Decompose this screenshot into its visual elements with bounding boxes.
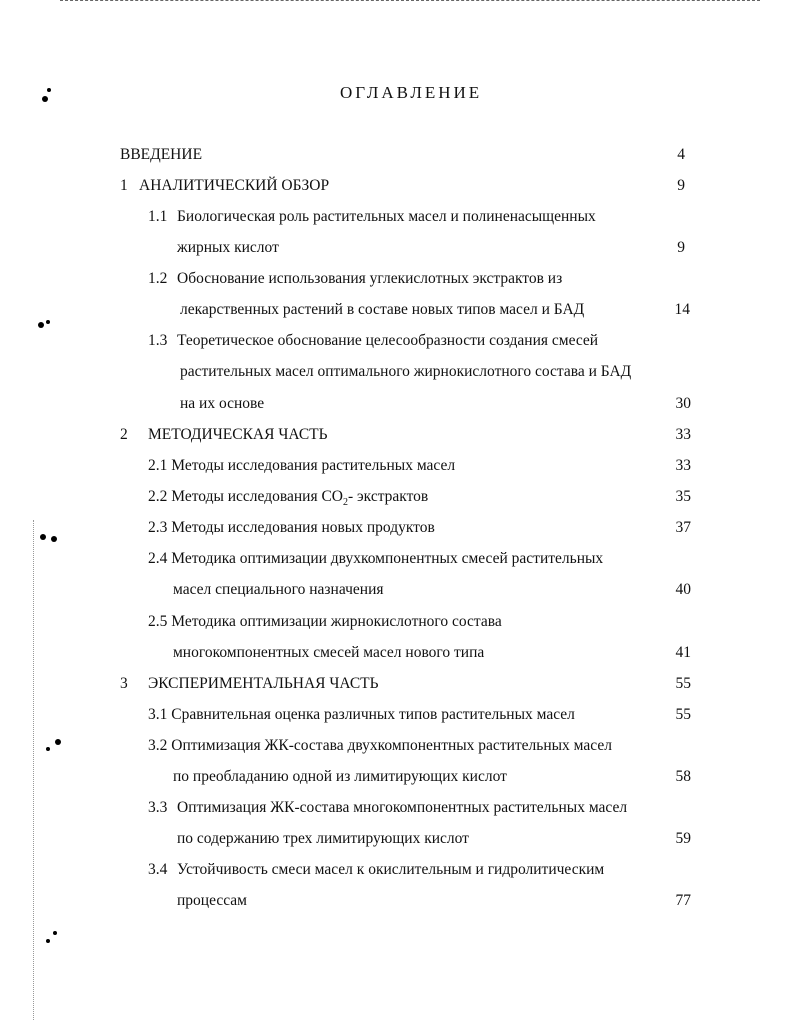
- scan-blot: [42, 96, 48, 102]
- toc-entry-3-1: 3.1 Сравнительная оценка различных типов растительных масел: [148, 706, 575, 723]
- toc-section-number: 3.4: [148, 861, 168, 878]
- toc-entry-2-4: 2.4 Методика оптимизации двухкомпонентных смесей растительных: [148, 550, 604, 567]
- scan-blot: [40, 534, 46, 540]
- scan-blot: [38, 322, 44, 328]
- toc-entry-2-2: 2.2 Методы исследования $СО_2-$ экстрактов: [148, 488, 429, 509]
- toc-page-number: 14: [674, 301, 690, 318]
- toc-entry-3: ЭКСПЕРИМЕНТАЛЬНАЯ ЧАСТЬ: [148, 675, 379, 692]
- toc-entry-1-1-cont: жирных кислот: [177, 239, 279, 256]
- scan-blot: [46, 320, 50, 324]
- toc-section-number: 1.1: [148, 208, 168, 225]
- toc-page-number: 41: [675, 644, 691, 661]
- toc-page-number: 58: [675, 768, 691, 785]
- toc-entry-2: МЕТОДИЧЕСКАЯ ЧАСТЬ: [148, 426, 328, 443]
- toc-entry-3-4-cont: процессам: [177, 892, 247, 909]
- scan-blot: [46, 939, 50, 943]
- toc-entry-3-2-cont: по преобладанию одной из лимитирующих кислот: [173, 768, 507, 785]
- scan-blot: [53, 931, 57, 935]
- toc-entry-1-2-cont: лекарственных растений в составе новых типов масел и БАД: [180, 301, 585, 318]
- toc-page-number: 30: [675, 395, 691, 412]
- toc-section-number: 1: [120, 177, 128, 194]
- toc-entry-3-2: 3.2 Оптимизация ЖК-состава двухкомпонентных растительных масел: [148, 737, 612, 754]
- toc-section-number: 3: [120, 675, 128, 692]
- toc-page-number: 37: [675, 519, 691, 536]
- toc-page-number: 33: [675, 426, 691, 443]
- toc-entry-2-5-cont: многокомпонентных смесей масел нового типа: [173, 644, 485, 661]
- document-page: ОГЛАВЛЕНИЕ ВВЕДЕНИЕ 4 1 АНАЛИТИЧЕСКИЙ ОБЗОР 9 1.1 Биологическая роль растительных масел и полиненасыщенных жирных кислот 9 1.2 Обоснование использования углекислотных экстрактов из лекарственных растений в составе новых типов масел и БАД 14 1.3 Теоретическое обоснование целесообразности создания смесей растительных масел оптимального жирнокислотного состава и БАД на их основе 30 2 МЕТОДИЧЕСКАЯ ЧАСТЬ 33 2.1 Методы исследования растительных масел 33 2.2 Методы исследования $СО_2-$ экстрактов 35 2.3 Методы исследования новых продуктов 37 2.4 Методика оптимизации двухкомпонентных смесей растительных масел специального назначения 40 2.5 Методика оптимизации жирнокислотного состава многокомпонентных смесей масел нового типа 41 3 ЭКСПЕРИМЕНТАЛЬНАЯ ЧАСТЬ 55 3.1 Сравнительная оценка различных типов растительных масел 55 3.2 Оптимизация ЖК-состава двухкомпонентных растительных масел по преобладанию одной из лимитирующих кислот 58 3.3 Оптимизация ЖК-состава многокомпонентных растительных масел по содержанию трех лимитирующих кислот 59 3.4 Устойчивость смеси масел к окислительным и гидролитическим процессам 77: [0, 0, 792, 1024]
- toc-entry-1-1: Биологическая роль растительных масел и полиненасыщенных: [177, 208, 596, 225]
- toc-page-number: 4: [677, 146, 685, 163]
- toc-entry-2-3: 2.3 Методы исследования новых продуктов: [148, 519, 435, 536]
- toc-section-number: 1.3: [148, 332, 168, 349]
- scan-blot: [46, 747, 50, 751]
- toc-section-number: 3.3: [148, 799, 168, 816]
- toc-entry-intro: ВВЕДЕНИЕ: [120, 146, 203, 163]
- toc-entry-1: АНАЛИТИЧЕСКИЙ ОБЗОР: [139, 177, 330, 194]
- toc-entry-3-3: Оптимизация ЖК-состава многокомпонентных растительных масел: [177, 799, 628, 816]
- toc-entry-2-4-cont: масел специального назначения: [173, 581, 384, 598]
- toc-entry-1-3-cont: растительных масел оптимального жирнокислотного состава и БАД: [180, 363, 632, 380]
- toc-page-number: 59: [675, 830, 691, 847]
- toc-entry-3-3-cont: по содержанию трех лимитирующих кислот: [177, 830, 469, 847]
- toc-page-number: 9: [677, 239, 685, 256]
- toc-page-number: 33: [675, 457, 691, 474]
- toc-page-number: 40: [675, 581, 691, 598]
- toc-section-number: 2: [120, 426, 128, 443]
- toc-page-number: 9: [677, 177, 685, 194]
- toc-page-number: 35: [675, 488, 691, 505]
- toc-entry-1-3: Теоретическое обоснование целесообразности создания смесей: [177, 332, 599, 349]
- toc-page-number: 55: [675, 706, 691, 723]
- toc-entry-1-3-cont: на их основе: [180, 395, 265, 412]
- scan-blot: [51, 536, 57, 542]
- toc-page-number: 55: [675, 675, 691, 692]
- toc-page-number: 77: [675, 892, 691, 909]
- toc-entry-2-5: 2.5 Методика оптимизации жирнокислотного состава: [148, 613, 502, 630]
- toc-section-number: 1.2: [148, 270, 168, 287]
- toc-entry-3-4: Устойчивость смеси масел к окислительным и гидролитическим: [177, 861, 605, 878]
- scan-top-border: [60, 0, 760, 3]
- scan-left-border: [33, 520, 34, 1020]
- toc-entry-1-2: Обоснование использования углекислотных экстрактов из: [177, 270, 563, 287]
- scan-blot: [47, 88, 51, 92]
- scan-blot: [55, 739, 61, 745]
- toc-entry-2-1: 2.1 Методы исследования растительных масел: [148, 457, 456, 474]
